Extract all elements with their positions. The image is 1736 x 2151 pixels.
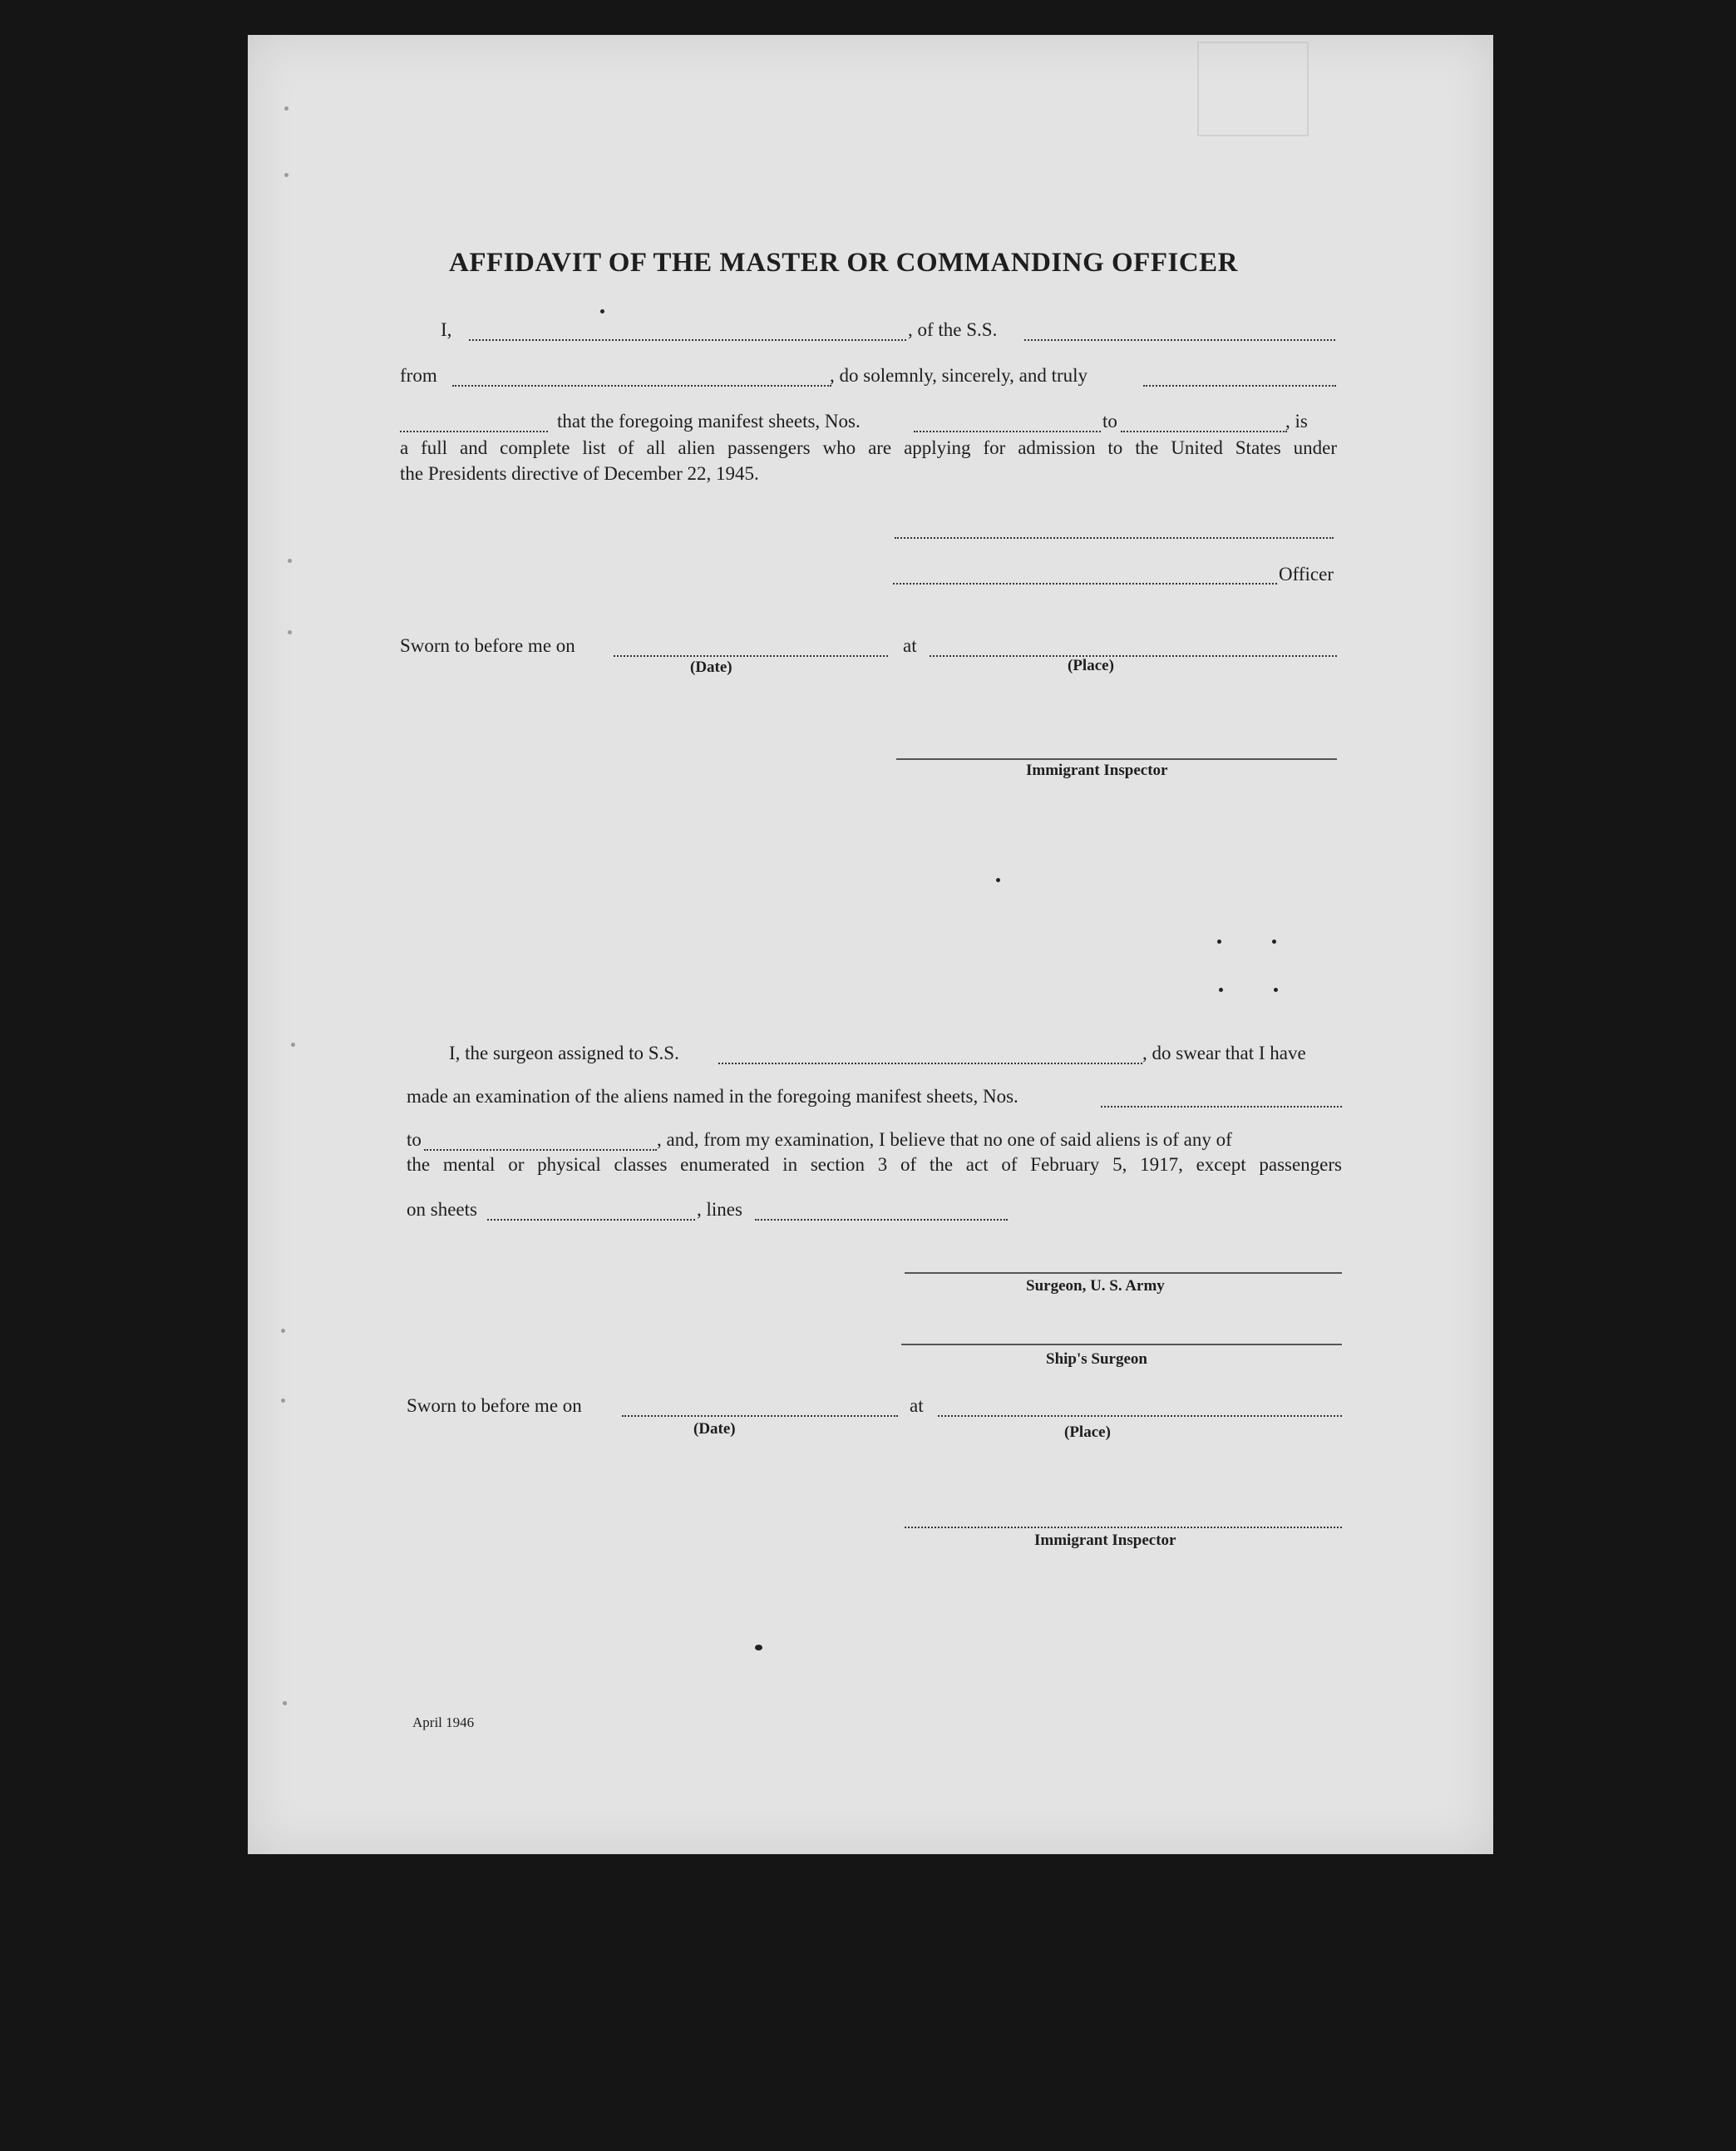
name-field-line[interactable] bbox=[469, 339, 906, 341]
page-title: AFFIDAVIT OF THE MASTER OR COMMANDING OFFICER bbox=[449, 248, 1238, 278]
surgeon-to-label: to bbox=[407, 1129, 422, 1150]
scan-speck bbox=[1217, 940, 1221, 944]
scan-speck bbox=[755, 1645, 762, 1650]
officer-title-line[interactable] bbox=[893, 583, 1277, 585]
faint-stamp-mark bbox=[1197, 42, 1309, 136]
at-label: at bbox=[903, 635, 917, 656]
sworn-date-field-line[interactable] bbox=[614, 655, 888, 657]
from-label: from bbox=[400, 365, 437, 386]
sworn2-place-field-line[interactable] bbox=[938, 1415, 1342, 1417]
declaration-continued-field-line[interactable] bbox=[400, 431, 548, 432]
except-sheets-field-line[interactable] bbox=[487, 1219, 695, 1221]
place-caption: (Place) bbox=[1068, 657, 1114, 674]
margin-speck bbox=[291, 1043, 295, 1047]
believe-text: , and, from my examination, I believe that no one of said aliens is of any of bbox=[657, 1129, 1232, 1150]
date2-caption: (Date) bbox=[693, 1420, 736, 1438]
margin-speck bbox=[284, 106, 289, 111]
surgeon-sheets-from-field-line[interactable] bbox=[1101, 1106, 1342, 1108]
margin-speck bbox=[288, 630, 292, 634]
scan-speck bbox=[1219, 988, 1223, 992]
ships-surgeon-signature-line[interactable] bbox=[901, 1344, 1342, 1345]
directive-statement-line: the Presidents directive of December 22, 1945. bbox=[400, 463, 759, 484]
inspector-caption: Immigrant Inspector bbox=[1026, 762, 1168, 779]
surgeon-ship-field-line[interactable] bbox=[718, 1063, 1142, 1064]
margin-speck bbox=[283, 1701, 287, 1705]
of-the-ss-label: , of the S.S. bbox=[908, 319, 998, 340]
sworn2-text: Sworn to before me on bbox=[407, 1395, 582, 1416]
sheets-to-field-line[interactable] bbox=[1121, 431, 1287, 432]
margin-speck bbox=[288, 559, 292, 563]
scan-speck bbox=[996, 878, 1000, 882]
margin-speck bbox=[281, 1399, 285, 1403]
sworn-place-field-line[interactable] bbox=[930, 655, 1337, 657]
inspector2-signature-line[interactable] bbox=[905, 1527, 1342, 1528]
foregoing-text: that the foregoing manifest sheets, Nos. bbox=[557, 411, 861, 432]
margin-speck bbox=[281, 1329, 285, 1333]
place2-caption: (Place) bbox=[1064, 1423, 1111, 1441]
list-statement-line: a full and complete list of all alien passengers who are applying for admission to the United States under bbox=[400, 437, 1337, 458]
sworn2-date-field-line[interactable] bbox=[622, 1415, 898, 1417]
army-surgeon-caption: Surgeon, U. S. Army bbox=[1026, 1277, 1165, 1295]
ship-name-field-line[interactable] bbox=[1024, 339, 1335, 341]
inspector2-caption: Immigrant Inspector bbox=[1034, 1532, 1176, 1549]
army-surgeon-signature-line[interactable] bbox=[905, 1272, 1342, 1274]
i-label: I, bbox=[441, 319, 452, 340]
lines-label: , lines bbox=[697, 1199, 742, 1220]
except-lines-field-line[interactable] bbox=[755, 1219, 1008, 1221]
classes-text: the mental or physical classes enumerated in section 3 of the act of February 5, 1917, except passengers bbox=[407, 1154, 1342, 1175]
officer-label: Officer bbox=[1279, 564, 1334, 585]
inspector-signature-line[interactable] bbox=[896, 758, 1337, 760]
solemnly-text: , do solemnly, sincerely, and truly bbox=[830, 365, 1088, 386]
form-date: April 1946 bbox=[412, 1714, 475, 1730]
declaration-field-line[interactable] bbox=[1143, 385, 1336, 387]
on-sheets-label: on sheets bbox=[407, 1199, 477, 1220]
swear-text: , do swear that I have bbox=[1142, 1043, 1306, 1063]
surgeon-sheets-to-field-line[interactable] bbox=[424, 1149, 657, 1151]
ships-surgeon-caption: Ship's Surgeon bbox=[1046, 1350, 1147, 1368]
scan-speck bbox=[600, 309, 604, 313]
examination-text: made an examination of the aliens named in the foregoing manifest sheets, Nos. bbox=[407, 1086, 1018, 1107]
scan-speck bbox=[1274, 988, 1278, 992]
officer-signature-line[interactable] bbox=[895, 537, 1334, 539]
is-label: , is bbox=[1285, 411, 1308, 432]
at2-label: at bbox=[910, 1395, 924, 1416]
sheets-from-field-line[interactable] bbox=[914, 431, 1101, 432]
surgeon-assigned-text: I, the surgeon assigned to S.S. bbox=[449, 1043, 679, 1063]
date-caption: (Date) bbox=[690, 659, 732, 676]
affidavit-page bbox=[248, 35, 1493, 1854]
sworn-text: Sworn to before me on bbox=[400, 635, 575, 656]
to-label: to bbox=[1102, 411, 1117, 432]
from-port-field-line[interactable] bbox=[452, 385, 831, 387]
margin-speck bbox=[284, 173, 289, 177]
scan-speck bbox=[1272, 940, 1276, 944]
